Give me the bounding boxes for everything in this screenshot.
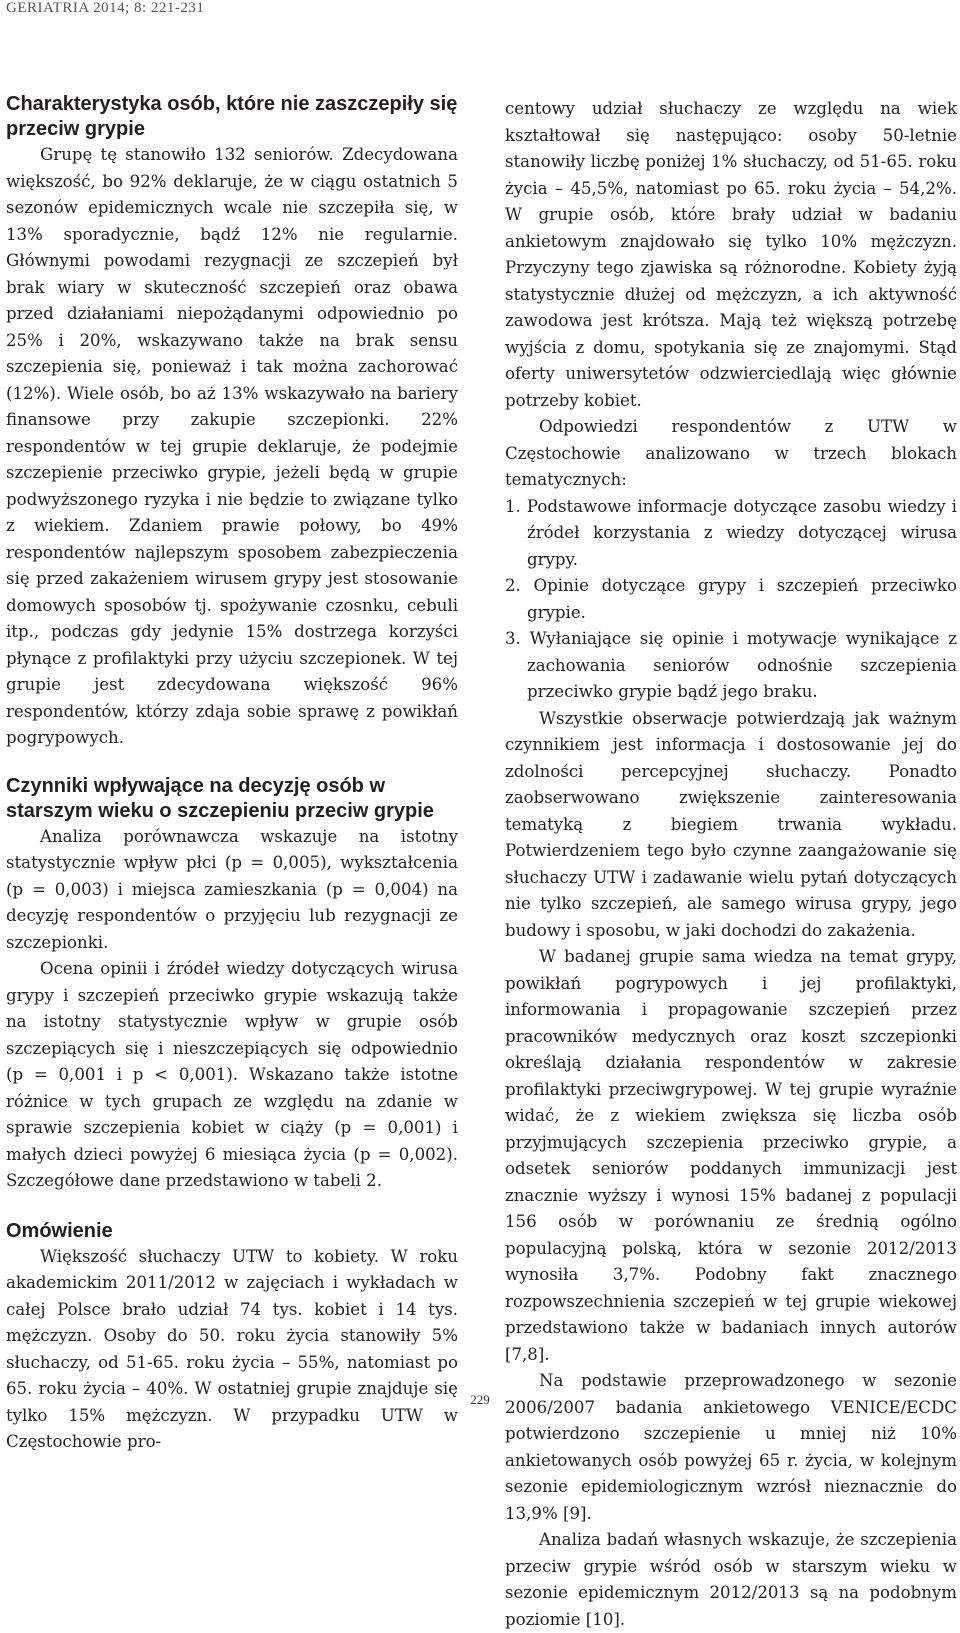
- paragraph: Wszystkie obserwacje potwierdzają jak ważnym czynnikiem jest informacja i dostosowanie jej do zdolności percepcyjnej słuchaczy. Ponadto zaobserwowano zwiększenie zainteresowania tematyką z biegiem trwania wykładu. Potwierdzeniem tego było czynne zaangażowanie się słuchaczy UTW i zadawanie wielu pytań dotyczących nie tylko szczepień, ale samego wirusa grypy, jego budowy i sposobu, w jaki dochodzi do zakażenia.: [505, 708, 957, 940]
- list-item: 2. Opinie dotyczące grypy i szczepień przeciwko grypie.: [505, 576, 957, 622]
- section-heading-discussion: Omówienie: [6, 1219, 113, 1242]
- paragraph: Większość słuchaczy UTW to kobiety. W roku akademickim 2011/2012 w zajęciach i wykładach w całej Polsce brało udział 74 tys. kobiet i 14 tys. mężczyzn. Osoby do 50. roku życia stanowiły 5% słuchaczy, od 51-65. roku życia – 55%, natomiast po 65. roku życia – 40%. W ostatniej grupie znajduje się tylko 15% mężczyzn. W przypadku UTW w Częstochowie pro-: [6, 1246, 458, 1451]
- paragraph: Ocena opinii i źródeł wiedzy dotyczących wirusa grypy i szczepień przeciwko grypie wskazują także na istotny statystycznie wpływ w grupie osób szczepiących się i nieszczepiących się odpowiednio (p = 0,001 i p < 0,001). Wskazano także istotne różnice w tych grupach ze względu na zdanie w sprawie szczepienia kobiet w ciąży (p = 0,001) i małych dzieci powyżej 6 miesiąca życia (p = 0,002). Szczegółowe dane przedstawiono w tabeli 2.: [6, 959, 458, 1190]
- paragraph: centowy udział słuchaczy ze względu na wiek kształtował się następująco: osoby 50-letnie stanowiły liczbę poniżej 1% słuchaczy, od 51-65. roku życia – 45,5%, natomiast po 65. roku życia – 54,2%. W grupie osób, które brały udział w badaniu ankietowym znajdowało się tylko 10% mężczyzn. Przyczyny tego zjawiska są różnorodne. Kobiety żyją statystycznie dłużej od mężczyzn, a ich aktywność zawodowa jest krótsza. Mają też większą potrzebę wyjścia z domu, spotykania się ze znajomymi. Stąd oferty uniwersytetów odzwierciedlają więc głównie potrzeby kobiet.: [505, 99, 957, 410]
- list-item: 1. Podstawowe informacje dotyczące zasobu wiedzy i źródeł korzystania z wiedzy dotyczącej wirusa grypy.: [505, 496, 957, 569]
- thematic-blocks-list: [505, 494, 957, 706]
- running-header: GERIATRIA 2014; 8: 221-231: [6, 0, 205, 16]
- paragraph: Grupę tę stanowiło 132 seniorów. Zdecydowana większość, bo 92% deklaruje, że w ciągu ostatnich 5 sezonów epidemicznych wcale nie szczepiła się, w 13% sporadycznie, bądź 12% nie regularnie. Głównymi powodami rezygnacji ze szczepień był brak wiary w skuteczność szczepień oraz obawa przed działaniami niepożądanymi odpowiednio po 25% i 20%, wskazywano także na brak sensu szczepienia się, ponieważ i tak można zachorować (12%). Wiele osób, bo aż 13% wskazywało na bariery finansowe przy zakupie szczepionki. 22% respondentów w tej grupie deklaruje, że podejmie szczepienie przeciwko grypie, jeżeli będą w grupie podwyższonego ryzyka i nie będzie to związane tylko z wiekiem. Zdaniem prawie połowy, bo 49% respondentów najlepszym sposobem zabezpieczenia się przed zakażeniem wirusem grypy jest stosowanie domowych sposobów tj. spożywanie czosnku, cebuli itp., podczas gdy jedynie 15% dostrzega korzyści płynące z profilaktyki przy użyciu szczepionek. W tej grupie jest zdecydowana większość 96% respondentów, którzy zdaja sobie sprawę z powikłań pogrypowych.: [6, 145, 458, 747]
- list-item: 3. Wyłaniające się opinie i motywacje wynikające z zachowania seniorów odnośnie szczepienia przeciwko grypie bądź jego braku.: [505, 629, 957, 701]
- paragraph: Analiza porównawcza wskazuje na istotny statystycznie wpływ płci (p = 0,005), wykształcenia (p = 0,003) i miejsca zamieszkania (p = 0,004) na decyzję respondentów o przyjęciu lub rezygnacji ze szczepionki.: [6, 826, 458, 952]
- page-number: 229: [470, 1392, 490, 1407]
- section-heading-factors: Czynniki wpływające na decyzję osób w starszym wieku o szczepieniu przeciw grypie: [6, 774, 434, 822]
- paragraph: Analiza badań własnych wskazuje, że szczepienia przeciw grypie wśród osób w starszym wieku w sezonie epidemicznym 2012/2013 są na podobnym poziomie [10].: [505, 1530, 957, 1629]
- left-column: [6, 92, 458, 1456]
- paragraph: Na podstawie przeprowadzonego w sezonie 2006/2007 badania ankietowego VENICE/ECDC potwierdzono szczepienie u mniej niż 10% ankietowanych osób powyżej 65 r. życia, w kolejnym sezonie epidemiologicznym wzrósł nieznacznie do 13,9% [9].: [505, 1371, 957, 1523]
- paragraph: Odpowiedzi respondentów z UTW w Częstochowie analizowano w trzech blokach tematycznych:: [505, 417, 957, 489]
- paragraph: W badanej grupie sama wiedza na temat grypy, powikłań pogrypowych i jej profilaktyki, informowania i propagowanie szczepień przez pracowników medycznych oraz koszt szczepionki określają działania respondentów w zakresie profilaktyki przeciwgrypowej. W tej grupie wyraźnie widać, że z wiekiem zwiększa się liczba osób przyjmujących szczepienia przeciwko grypie, a odsetek seniorów poddanych immunizacji jest znacznie wyższy i wynosi 15% badanej z populacji 156 osób w porównaniu ze średnią ogólno populacyjną polską, która w sezonie 2012/2013 wynosiła 3,7%. Podobny fakt znacznego rozpowszechnienia szczepień w tej grupie wiekowej przedstawiono także w badaniach innych autorów [7,8].: [505, 947, 957, 1364]
- section-heading-characteristics: Charakterystyka osób, które nie zaszczepiły się przeciw grypie: [6, 93, 458, 140]
